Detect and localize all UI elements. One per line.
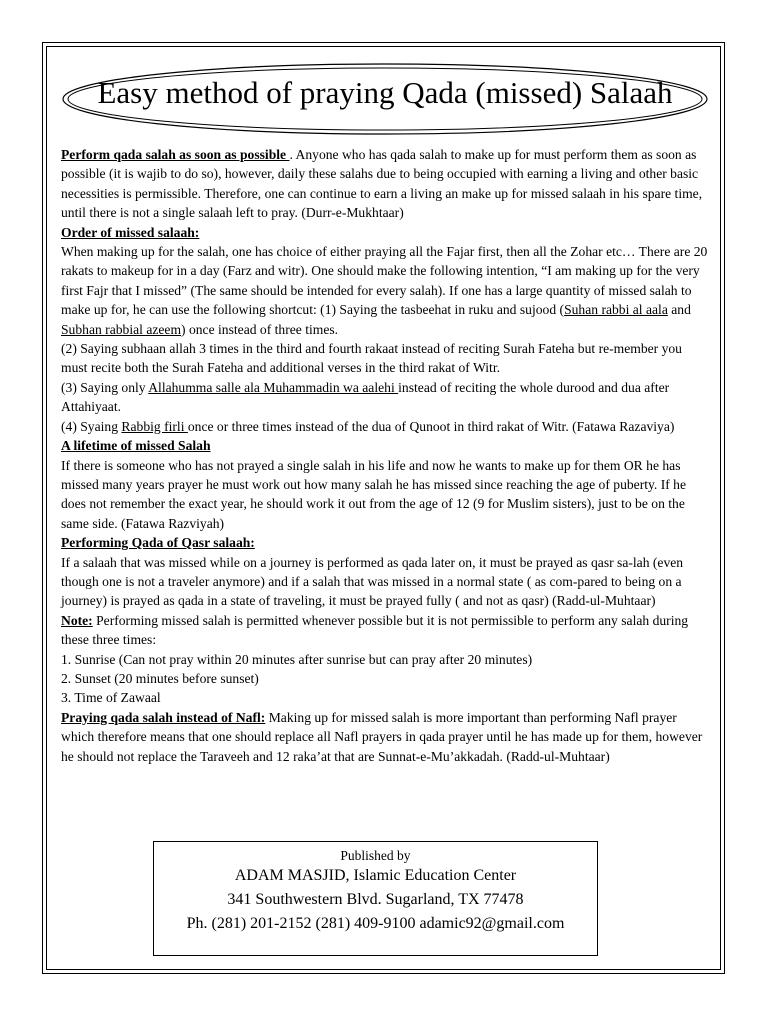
section-lifetime-text: If there is someone who has not prayed a single salah in his life and now he wants to make up for them OR he has missed many years prayer he must work out how many salah he has missed since reaching the age of puberty. If he does not remember the exact year, he should work it out from the age of 12 (9 for Muslim sisters), just to be on the same side. (Fatawa Razviyah) (61, 457, 687, 531)
section-qasr-text: If a salaah that was missed while on a journey is performed as qada later on, it must be prayed as qasr sa-lah (even though one is not a traveler anymore) and if a salah that was missed in a normal state ( as com-pared to being on a journey) is prayed as qada in a state of traveling, it must be prayed fully ( and not as qasr) (Radd-ul-Muhtaar) (61, 554, 684, 609)
section-heading: Order of missed salaah: (61, 224, 200, 240)
section-note (61, 611, 708, 650)
section-perform-qada (61, 145, 708, 223)
publisher-contact: Ph. (281) 201-2152 (281) 409-9100 adamic92@gmail.com (186, 915, 565, 932)
list-item: 2. Sunset (20 minutes before sunset) (61, 670, 259, 686)
order-paragraph-3 (61, 378, 708, 417)
order-paragraph-4 (61, 417, 708, 436)
section-heading: Note: (61, 612, 93, 628)
section-nafl (61, 708, 708, 766)
section-order-heading (61, 223, 708, 242)
section-heading: Perform qada salah as soon as possible (61, 147, 290, 162)
order-paragraph-2: (2) Saying subhaan allah 3 times in the third and fourth rakaat instead of reciting Surah Fateha but re-member you must recite both the Surah Fateha and additional verses in the third rakat of Witr. (61, 341, 682, 376)
paragraph-text: and (667, 302, 691, 318)
list-item: 3. Time of Zawaal (61, 690, 161, 706)
publisher-address: 341 Southwestern Blvd. Sugarland, TX 77478 (227, 891, 524, 908)
paragraph-text: (4) Syaing (61, 418, 122, 434)
paragraph-text: When making up for the salah, one has choice of either praying all the Fajar first, then all the Zohar etc… There are 20 rakats to makeup for in a day (Farz and witr). One should make the following intention, “I am making up for the very first Fajr that I missed” (The same should be intended for every salah). If one has a large quantity of missed salah to make up for, he can use the following shortcut: (1) Saying the tasbeehat in ruku and sujood ( (61, 244, 708, 318)
paragraph-text: ) once instead of three times. (181, 321, 339, 337)
section-text: Performing missed salah is permitted whenever possible but it is not permissible to perform any salah during these three times: (61, 612, 689, 648)
page-title: Easy method of praying Qada (missed) Salaah (97, 75, 673, 110)
section-qasr-heading (61, 533, 708, 552)
underlined-phrase: Subhan rabbial azeem (61, 321, 182, 337)
paragraph-text: (3) Saying only (61, 379, 149, 395)
underlined-phrase: Rabbig firli (121, 418, 188, 434)
article-body (61, 145, 708, 766)
section-heading: A lifetime of missed Salah (61, 438, 211, 454)
underlined-phrase: Allahumma salle ala Muhammadin wa aalehi (148, 379, 399, 395)
published-by-label: Published by (340, 848, 411, 863)
section-text: . Anyone who has qada salah to make up for must perform them as soon as possible (it is wajib to do so), however, daily these salahs due to being occupied with earning a living and other basic necessities is permissible. Therefore, one can continue to earn a living an make up for missed salaah in his spare time, until there is not a single salaah left to pray. (Durr-e-Mukhtaar) (61, 147, 703, 221)
section-heading: Praying qada salah instead of Nafl: (61, 709, 266, 725)
section-heading: Performing Qada of Qasr salaah: (61, 535, 255, 551)
publisher-name: ADAM MASJID, Islamic Education Center (234, 867, 517, 884)
paragraph-text: once or three times instead of the dua of Qunoot in third rakat of Witr. (Fatawa Razaviya) (187, 418, 675, 434)
section-text: Making up for missed salah is more important than performing Nafl prayer which therefore means that one should replace all Nafl prayers in qada prayer until he has made up for them, however he should not replace the Taraveeh and 12 raka’at that are Sunnat-e-Mu’akkadah. (Radd-ul-Muhtaar) (61, 709, 703, 764)
order-paragraph-1 (61, 242, 708, 339)
title-banner (60, 60, 710, 138)
publisher-box (153, 841, 598, 956)
list-item: 1. Sunrise (Can not pray within 20 minutes after sunrise but can pray after 20 minutes) (61, 651, 533, 667)
paragraph-text: instead of reciting the whole durood and dua after Attahiyaat. (61, 379, 670, 415)
section-lifetime-heading (61, 436, 708, 455)
underlined-phrase: Suhan rabbi al aala (564, 302, 668, 318)
